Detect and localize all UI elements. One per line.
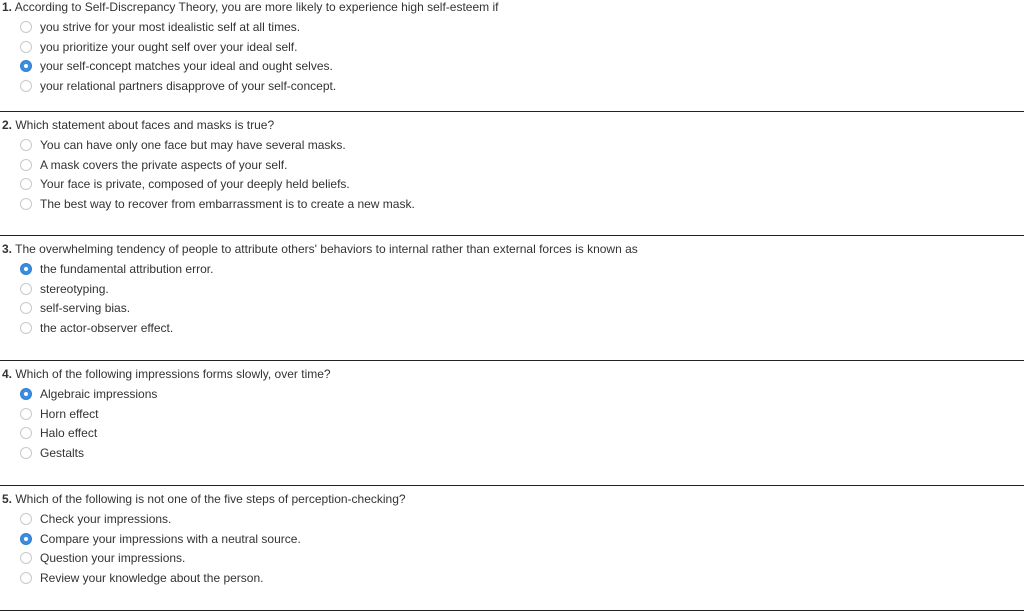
radio-button[interactable] [20, 80, 32, 92]
answer-option[interactable] [0, 529, 1024, 549]
radio-button-selected[interactable] [20, 60, 32, 72]
answer-label: Gestalts [40, 445, 85, 460]
answer-label: your relational partners disapprove of your self-concept. [40, 78, 337, 93]
answer-label: Halo effect [40, 426, 98, 441]
answer-option[interactable] [0, 568, 1024, 588]
answer-option[interactable] [0, 259, 1024, 279]
answer-label: Check your impressions. [40, 511, 172, 526]
answer-option[interactable] [0, 56, 1024, 76]
question-4-prompt [0, 367, 1024, 381]
radio-button[interactable] [20, 41, 32, 53]
answer-options [0, 135, 1024, 214]
answer-label: you prioritize your ought self over your ideal self. [40, 39, 298, 54]
answer-option[interactable] [0, 384, 1024, 404]
answer-option[interactable] [0, 279, 1024, 299]
question-3 [0, 242, 1024, 361]
answer-label: Question your impressions. [40, 551, 186, 566]
question-text: According to Self-Discrepancy Theory, you are more likely to experience high self-esteem if [14, 0, 499, 14]
question-text: Which of the following impressions forms slowly, over time? [15, 367, 331, 381]
answer-label: Horn effect [40, 406, 99, 421]
question-number: 1. [2, 0, 13, 14]
radio-button[interactable] [20, 408, 32, 420]
answer-option[interactable] [0, 135, 1024, 155]
question-number: 3. [2, 242, 13, 256]
answer-option[interactable] [0, 548, 1024, 568]
question-2 [0, 118, 1024, 236]
radio-button[interactable] [20, 572, 32, 584]
answer-label: Review your knowledge about the person. [40, 570, 264, 585]
answer-option[interactable] [0, 298, 1024, 318]
radio-button-selected[interactable] [20, 263, 32, 275]
answer-option[interactable] [0, 318, 1024, 338]
question-1 [0, 0, 1024, 112]
answer-label: your self-concept matches your ideal and ought selves. [40, 59, 333, 74]
question-4 [0, 367, 1024, 486]
answer-option[interactable] [0, 443, 1024, 463]
answer-options [0, 384, 1024, 463]
answer-options [0, 259, 1024, 338]
answer-option[interactable] [0, 509, 1024, 529]
answer-label: Your face is private, composed of your deeply held beliefs. [40, 177, 350, 192]
answer-label: you strive for your most idealistic self at all times. [40, 19, 301, 34]
answer-label: the actor-observer effect. [40, 320, 174, 335]
question-2-prompt [0, 118, 1024, 132]
radio-button[interactable] [20, 198, 32, 210]
answer-label: Algebraic impressions [40, 386, 158, 401]
answer-label: stereotyping. [40, 281, 109, 296]
question-5 [0, 492, 1024, 611]
answer-label: You can have only one face but may have several masks. [40, 137, 346, 152]
answer-label: A mask covers the private aspects of your self. [40, 157, 288, 172]
answer-option[interactable] [0, 423, 1024, 443]
question-1-prompt [0, 0, 1024, 14]
answer-label: The best way to recover from embarrassment is to create a new mask. [40, 196, 415, 211]
radio-button[interactable] [20, 283, 32, 295]
answer-options [0, 17, 1024, 96]
answer-option[interactable] [0, 17, 1024, 37]
answer-option[interactable] [0, 37, 1024, 57]
answer-label: Compare your impressions with a neutral source. [40, 531, 301, 546]
answer-label: the fundamental attribution error. [40, 261, 214, 276]
question-number: 4. [2, 367, 13, 381]
answer-label: self-serving bias. [40, 301, 131, 316]
radio-button[interactable] [20, 21, 32, 33]
question-3-prompt [0, 242, 1024, 256]
radio-button-selected[interactable] [20, 533, 32, 545]
answer-option[interactable] [0, 76, 1024, 96]
answer-option[interactable] [0, 194, 1024, 214]
radio-button[interactable] [20, 159, 32, 171]
question-text: The overwhelming tendency of people to attribute others' behaviors to internal rather than external forces is known as [15, 242, 638, 256]
radio-button[interactable] [20, 322, 32, 334]
answer-option[interactable] [0, 174, 1024, 194]
radio-button[interactable] [20, 302, 32, 314]
radio-button[interactable] [20, 178, 32, 190]
question-5-prompt [0, 492, 1024, 506]
radio-button[interactable] [20, 427, 32, 439]
radio-button[interactable] [20, 139, 32, 151]
question-text: Which of the following is not one of the five steps of perception-checking? [15, 492, 406, 506]
answer-option[interactable] [0, 404, 1024, 424]
radio-button[interactable] [20, 552, 32, 564]
question-number: 2. [2, 118, 13, 132]
answer-option[interactable] [0, 155, 1024, 175]
radio-button-selected[interactable] [20, 388, 32, 400]
radio-button[interactable] [20, 513, 32, 525]
question-number: 5. [2, 492, 13, 506]
radio-button[interactable] [20, 447, 32, 459]
question-text: Which statement about faces and masks is true? [15, 118, 275, 132]
